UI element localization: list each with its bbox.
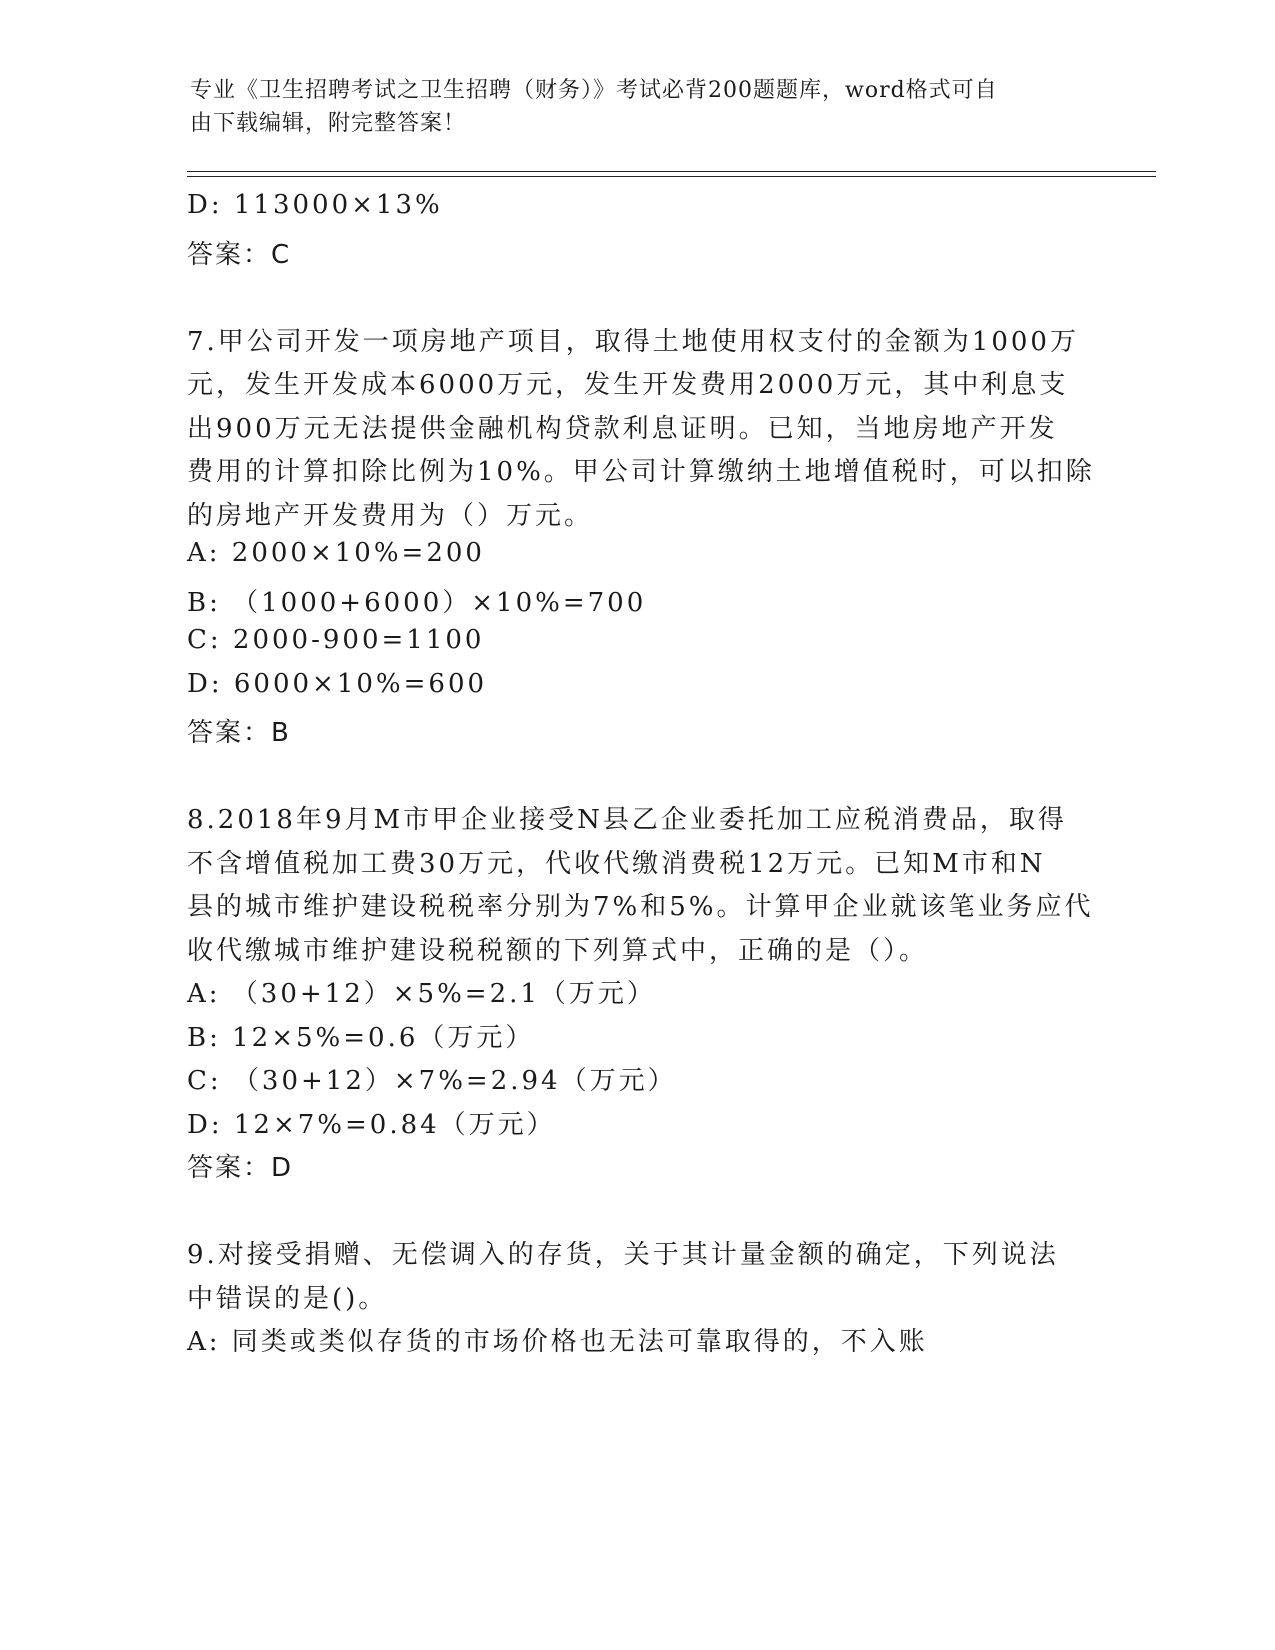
q8-option-d: D: 12×7%=0.84（万元） [187,1110,556,1140]
q7-option-a: A: 2000×10%=200 [187,538,485,568]
q8-option-b: B: 12×5%=0.6（万元） [187,1023,535,1053]
q7-stem-line-1: 7.甲公司开发一项房地产项目，取得土地使用权支付的金额为1000万 [187,327,1079,357]
document-header-line-1: 专业《卫生招聘考试之卫生招聘（财务）》考试必背200题题库，word格式可自 [190,78,998,103]
q7-stem-line-5: 的房地产开发费用为（）万元。 [187,501,594,531]
header-rule-bottom [187,176,1156,177]
prev-answer: 答案：C [187,240,292,270]
prev-option-d: D: 113000×13% [187,190,443,220]
q8-answer: 答案：D [187,1153,294,1183]
q9-stem-line-2: 中错误的是()。 [187,1284,388,1314]
q7-stem-line-4: 费用的计算扣除比例为10%。甲公司计算缴纳土地增值税时，可以扣除 [187,457,1095,487]
q8-stem-line-2: 不含增值税加工费30万元，代收代缴消费税12万元。已知M市和N [187,849,1046,879]
q9-stem-line-1: 9.对接受捐赠、无偿调入的存货，关于其计量金额的确定，下列说法 [187,1240,1059,1270]
q9-option-a: A: 同类或类似存货的市场价格也无法可靠取得的，不入账 [187,1327,928,1357]
q8-option-a: A: （30+12）×5%=2.1（万元） [187,979,656,1009]
q7-stem-line-2: 元，发生开发成本6000万元，发生开发费用2000万元，其中利息支 [187,370,1069,400]
q8-option-c: C: （30+12）×7%=2.94（万元） [187,1066,677,1096]
q7-stem-line-3: 出900万元无法提供金融机构贷款利息证明。已知，当地房地产开发 [187,414,1058,444]
header-rule-top [187,171,1156,172]
q8-stem-line-3: 县的城市维护建设税税率分别为7%和5%。计算甲企业就该笔业务应代 [187,892,1094,922]
q7-option-b: B: （1000+6000）×10%=700 [187,588,647,618]
q7-option-c: C: 2000-900=1100 [187,625,485,655]
q7-answer: 答案：B [187,718,291,748]
q7-option-d: D: 6000×10%=600 [187,669,488,699]
q8-stem-line-4: 收代缴城市维护建设税税额的下列算式中，正确的是（）。 [187,936,929,966]
q8-stem-line-1: 8.2018年9月M市甲企业接受N县乙企业委托加工应税消费品，取得 [187,805,1067,835]
document-header-line-2: 由下载编辑，附完整答案！ [190,111,467,136]
